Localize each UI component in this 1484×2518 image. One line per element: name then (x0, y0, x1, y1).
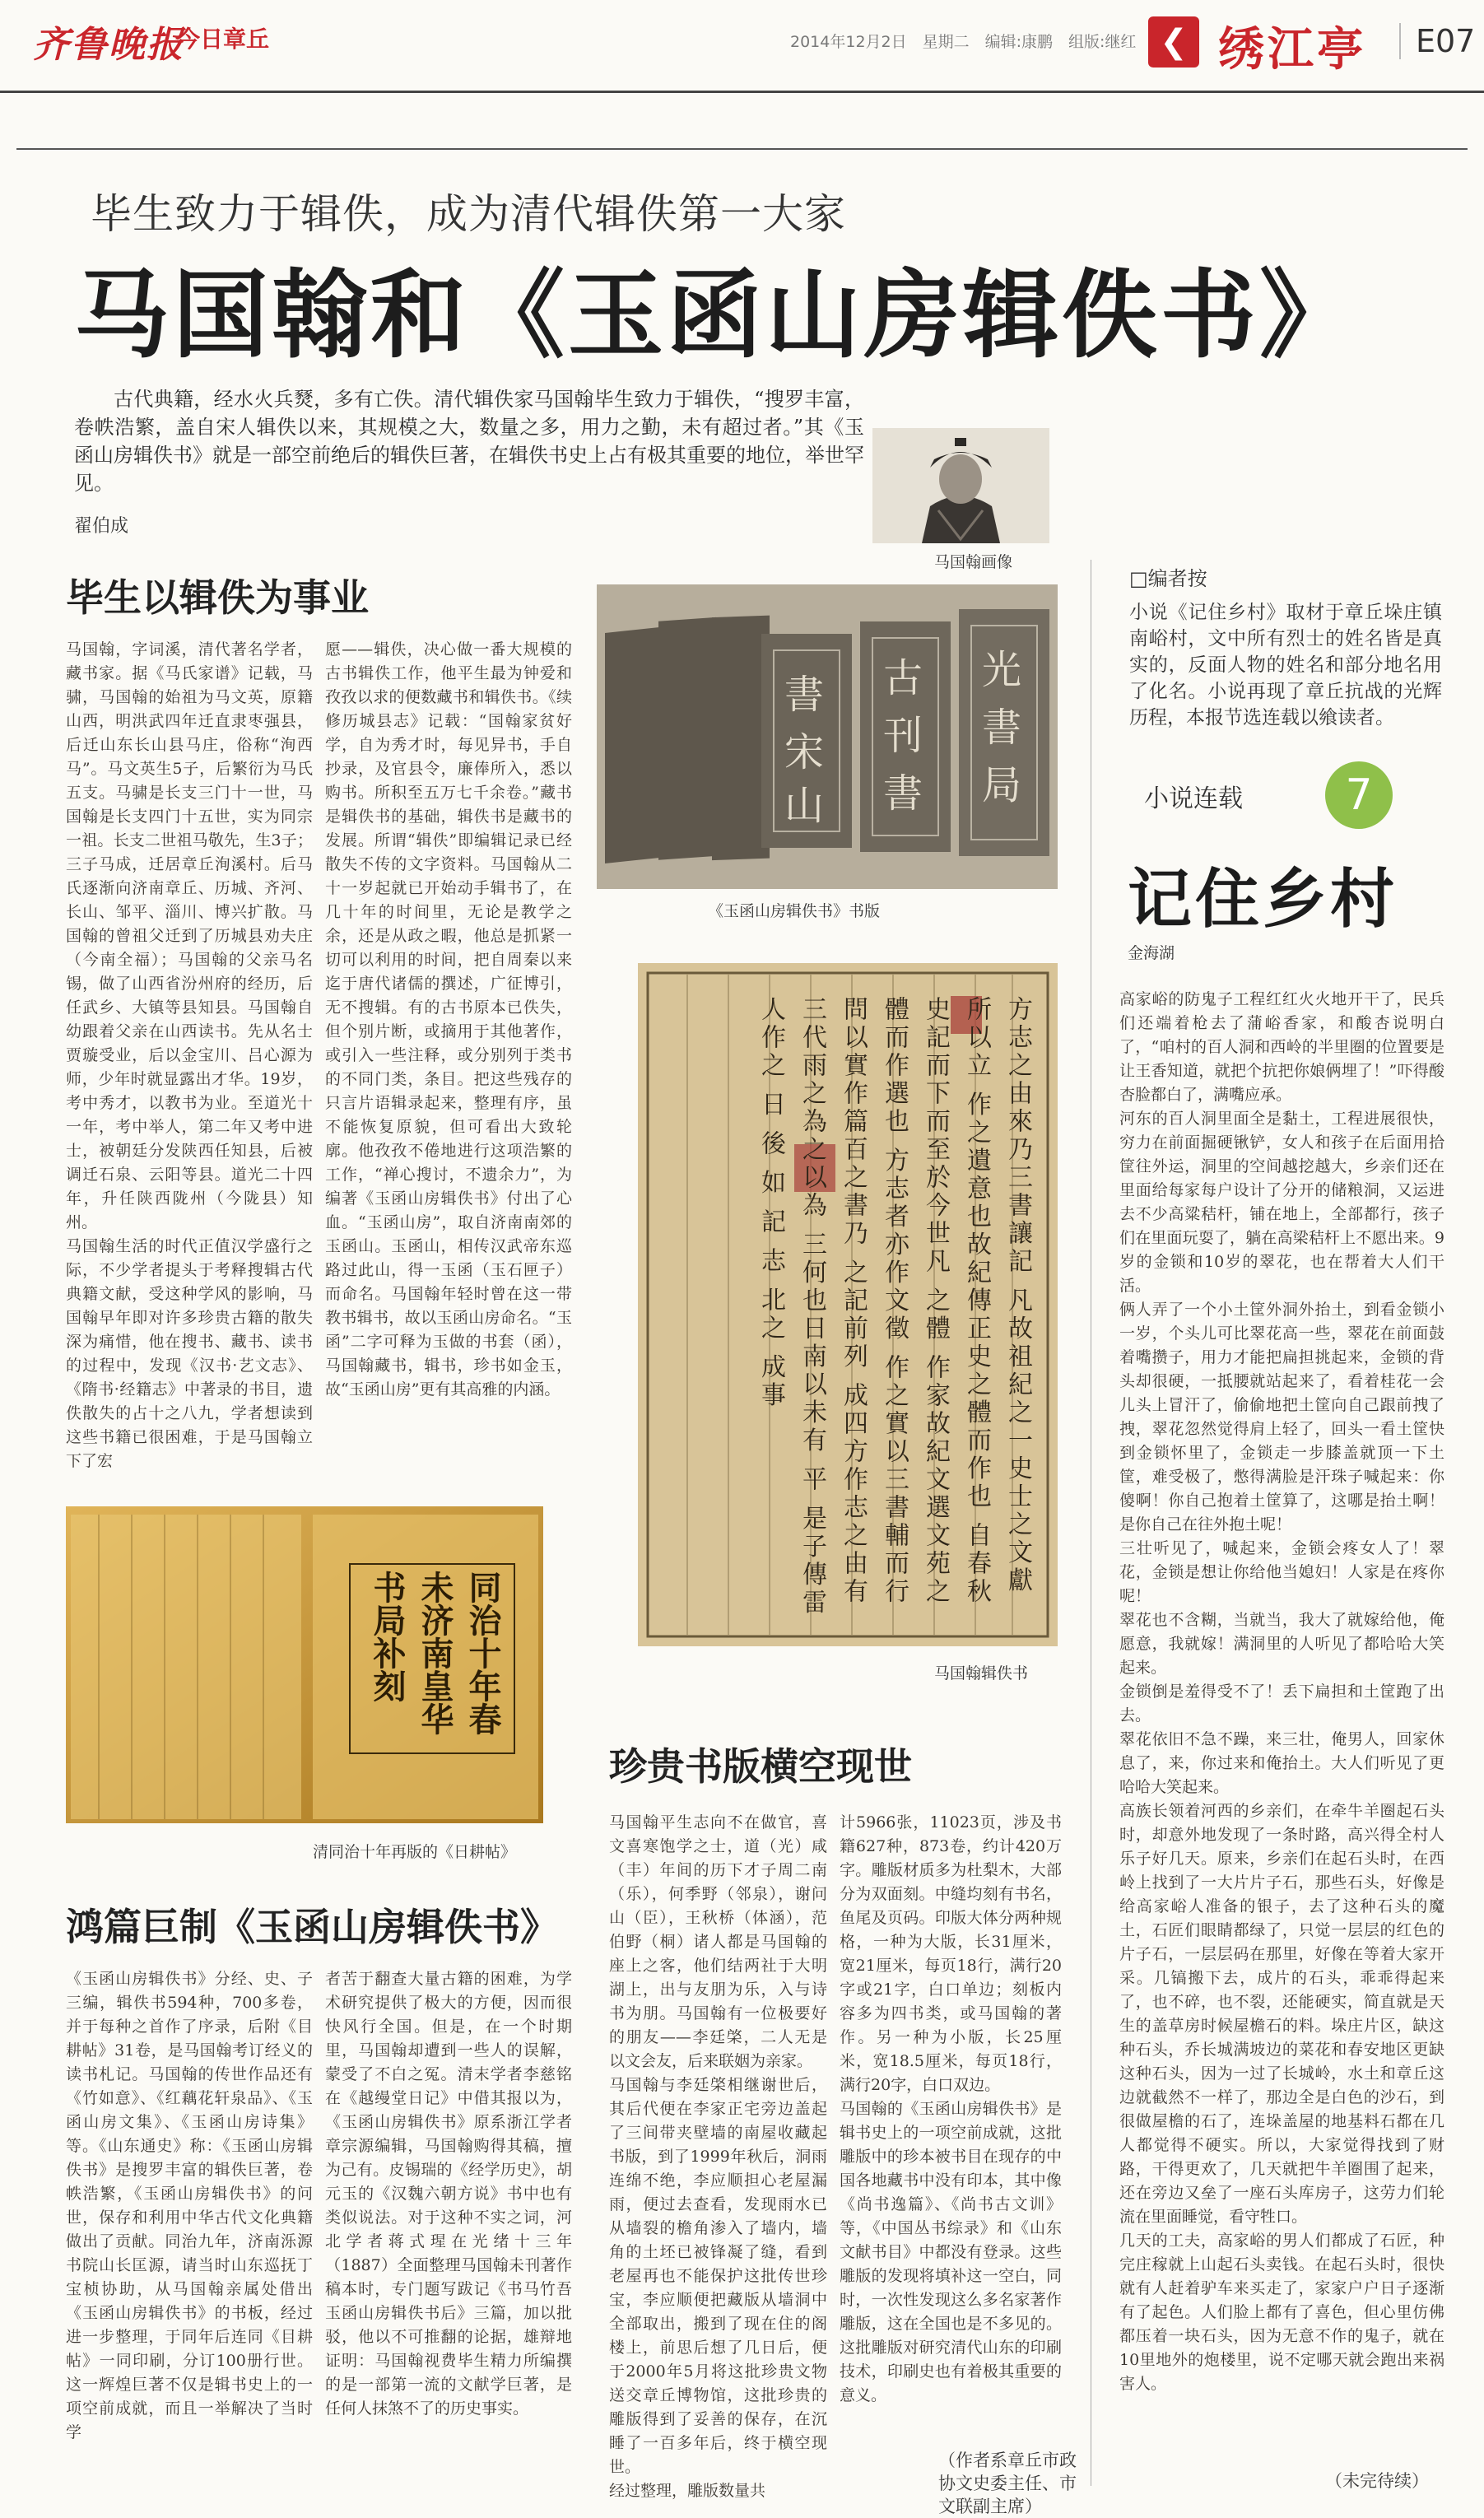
section-title: 绣江亭 (1218, 22, 1366, 77)
novel-title: 记住乡村 (1128, 862, 1398, 937)
portrait-image (872, 428, 1049, 543)
article-byline: 翟伯成 (74, 516, 129, 537)
section1-col2: 愿——辑佚，决心做一番大规模的古书辑佚工作，他平生最为钟爱和孜孜以求的便数藏书和辑佚书。《续修历城县志》记载：“国翰家贫好学，自为秀才时，每见异书，手自抄录，及官县令，廉俸所入，悉以购书。所积至五万七千余卷。”藏书是辑佚书的基础，辑佚书是藏书的发展。所谓“辑佚”即编辑记录已经散失不传的文字资料。马国翰从二十一岁起就已开始动手辑书了，在几十年的时间里，无论是教学之余，还是从政之暇，他总是抓紧一切可以利用的时间，把自周秦以来迄于唐代诸儒的撰述，广征博引，无不搜辑。有的古书原本已佚失，但个别片断，或摘用于其他著作，或引入一些注释，或分别列于类书的不同门类，条目。把这些残存的只言片语辑录起来，整理有序，虽不能恢复原貌，但可看出大致轮廓。他孜孜不倦地进行这项浩繁的工作，“禅心搜讨，不遗余力”，为编著《玉函山房辑佚书》付出了心血。“玉函山房”，取自济南南郊的玉函山。玉函山，相传汉武帝东巡路过此山，得一玉函（玉石匣子）而命名。马国翰年轻时曾在这一带教书辑书，故以玉函山房命名。“玉函”二字可释为玉做的书套（函），马国翰藏书，辑书，珍书如金玉，故“玉函山房”更有其高雅的内涵。 (325, 640, 572, 1399)
books-caption: 《玉函山房辑佚书》书版 (708, 902, 881, 920)
to-be-continued: （未完待续） (1325, 2471, 1429, 2491)
editor-note-title: □编者按 (1129, 567, 1207, 590)
article-lede: 古代典籍，经水火兵燹，多有亡佚。清代辑佚家马国翰毕生致力于辑佚，“搜罗丰富，卷帙浩繁，盖自宋人辑佚以来，其规模之大，数量之多，用力之勤，未有超过者。”其《玉函山房辑佚书》就是一部空前绝后的辑佚巨著，在辑佚书史上占有极其重要的地位，举世罕见。 (74, 388, 864, 495)
section3-col2: 计5966张，11023页，涉及书籍627种，873卷，约计420万字。雕版材质多为杜梨木，大部分为双面刻。中缝均刻有书名，鱼尾及页码。印版大体分两种规格，一种为大版，长31厘米，宽21厘米，每页18行，满行20字或21字，白口单边；刻板内容多为四书类，或马国翰的著作。另一种为小版，长25厘米，宽18.5厘米，每页18行，满行20字，白口双边。 马国翰的《玉函山房辑佚书》是辑书史上的一项空前成就，这批雕版中的珍本被书目在现存的中国各地藏书中没有印本，其中像《尚书逸篇》、《尚书古文训》等，《中国丛书综录》和《山东文献书目》中都没有登录。这些雕版的发现将填补这一空白，同时，一次性发现这么多名家著作雕版，这在全国也是不多见的。这批雕版对研究清代山东的印刷技术，印刷史也有着极其重要的意义。 (840, 1813, 1062, 2404)
section1-title: 毕生以辑佚为事业 (66, 575, 369, 620)
ancient-book-page-photo (638, 963, 1058, 1646)
section3-title: 珍贵书版横空现世 (609, 1744, 912, 1789)
svg-text:局: 局 (982, 762, 1022, 808)
page-number: E07 (1399, 23, 1475, 59)
svg-text:刊: 刊 (883, 713, 923, 759)
article-headline: 马国翰和《玉函山房辑佚书》 (74, 259, 1358, 371)
old-book-caption: 清同治十年再版的《日耕帖》 (313, 1843, 517, 1861)
serial-label: 小说连载 (1144, 784, 1243, 813)
section2-title: 鸿篇巨制《玉函山房辑佚书》 (66, 1905, 558, 1949)
svg-text:宋: 宋 (784, 729, 825, 775)
section2-col1: 《玉函山房辑佚书》分经、史、子三编，辑佚书594种，700多卷，并于每种之首作了序录，后附《目耕帖》31卷，是马国翰考订经义的读书札记。马国翰的传世作品还有《竹如意》、《红藕花轩泉品》、《玉函山房文集》、《玉函山房诗集》等。《山东通史》称：《玉函山房辑佚书》是搜罗丰富的辑佚巨著，卷帙浩繁，《玉函山房辑佚书》的问世，保存和利用中华古代文化典籍做出了贡献。同治九年，济南泺源书院山长匡源，请当时山东巡抚丁宝桢协助，从马国翰亲属处借出《玉函山房辑佚书》的书板，经过进一步整理，于同年后连同《目耕帖》一同印刷，分订100册行世。这一辉煌巨著不仅是辑书史上的一项空前成就，而且一举解决了当时学 (66, 1970, 313, 2441)
svg-text:書: 書 (883, 770, 923, 817)
svg-text:書: 書 (982, 705, 1022, 751)
header-rule (16, 148, 1468, 150)
dateline: 2014年12月2日 星期二 编辑:康鹏 组版:继红 (790, 33, 1137, 51)
svg-text:書: 書 (784, 672, 825, 718)
page-caption: 马国翰辑佚书 (934, 1664, 1029, 1683)
rigengtie-cover-text: 同治十年春 未济南皇华 书局补刻 (368, 1571, 502, 1735)
rigengtie-book-photo (66, 1506, 543, 1823)
section2-col2: 者苦于翻查大量古籍的困难，为学术研究提供了极大的方便，因而很快风行全国。但是，在一个时期里，马国翰却遭到一些人的误解，蒙受了不白之冤。清末学者李慈铭在《越缦堂日记》中借其报以为，《玉函山房辑佚书》原系浙江学者章宗源编辑，马国翰购得其稿，擅为己有。皮锡瑞的《经学历史》，胡元玉的《汉魏六朝方说》书中也有类似说法。对于这种不实之词，河北学者蒋式瑆在光绪十三年（1887）全面整理马国翰未刊著作稿本时，专门题写跋记《书马竹吾玉函山房辑佚书后》三篇，加以批驳，他以不可推翻的论据，雄辩地证明：马国翰视费毕生精力所编撰的是一部第一流的文献学巨著，是任何人抹煞不了的历史事实。 (325, 1970, 572, 2418)
newspaper-logo: 齐鲁晚报 (33, 24, 184, 66)
section3-col1: 马国翰平生志向不在做官，喜文喜寒饱学之士，道（光）咸（丰）年间的历下才子周二南（乐），何季野（邻泉），谢问山（臣），王秋桥（体涵），范伯野（桐）诸人都是马国翰的座上之客，他们结两社于大明湖上，出与友朋为乐，入与诗书为朋。马国翰有一位极要好的朋友——李廷棨，二人无是以文会友，后来联姻为亲家。 马国翰与李廷棨相继谢世后，其后代便在李家正宅旁边盖起了三间带夹壁墙的南屋收藏起书版，到了1999年秋后，洞雨连绵不绝，李应顺担心老屋漏雨，便过去查看，发现雨水已从墙裂的檐角渗入了墙内，墙角的土坯已被锋凝了缝，看到老屋再也不能保护这批传世珍宝，李应顺便把藏版从墙洞中全部取出，搬到了现在住的阁楼上，前思后想了几日后，便于2000年5月将这批珍贵文物送交章丘博物馆，这批珍贵的雕版得到了妥善的保存，在沉睡了一百多年后，终于横空现世。 经过整理，雕版数量共 (609, 1813, 827, 2500)
portrait-caption: 马国翰画像 (934, 553, 1013, 571)
section1-col1: 马国翰，字词溪，清代著名学者，藏书家。据《马氏家谱》记载，马骕，马国翰的始祖为马文英，原籍山西，明洪武四年迁直隶枣强县，后迁山东长山县马庄，俗称“洵西马”。马文英生5子，后繁衍为马氏五支。马骕是长支三门十一世，马国翰是长支四门十五世，实为同宗一祖。长支二世祖马敬先，生3子；三子马成，迁居章丘洵溪村。后马氏逐渐向济南章丘、历城、齐河、长山、邹平、淄川、博兴扩散。马国翰的曾祖父迁到了历城县劝夫庄（今南全福）；马国翰的父亲马名锡，做了山西省汾州府的经历，后任武乡、大镇等县知县。马国翰自幼跟着父亲在山西读书。先从名士贾璇受业，后以金宝川、吕心源为师，少年时就显露出才华。19岁，考中秀才，以教书为业。至道光十一年，考中举人，第二年又考中进士，被朝廷分发陕西任知县，后被调迁石泉、云阳等县。道光二十四年，升任陕西陇州（今陇县）知州。 马国翰生活的时代正值汉学盛行之际，不少学者提头于考释搜辑古代典籍文献，受这种学风的影响，马国翰早年即对许多珍贵古籍的散失深为痛惜，他在搜书、藏书、读书的过程中，发现《汉书·艺文志》、《隋书·经籍志》中著录的书目，遗佚散失的占十之八九，学者想读到这些书籍已很困难，于是马国翰立下了宏 (66, 640, 313, 1470)
novel-body: 高家峪的防鬼子工程红红火火地开干了，民兵们还端着枪去了蒲峪香家，和酸杏说明白了，“咱村的百人洞和西岭的半里圈的位置要是让王香知道，就把个抗把你娘俩埋了！”吓得酸杏脸都白了，满嘴应承。 河东的百人洞里面全是黏土，工程进展很快，穷力在前面掘硬锹铲，女人和孩子在后面用拾筐往外运，洞里的空间越挖越大，乡亲们还在里面给每家每户设计了分开的储粮洞，又运进去不少高粱秸杆，铺在地上，全部都行，孩子们在里面玩耍了，躺在高梁秸杆上不愿出来。9岁的金锁和10岁的翠花，也在帮着大人们干活。 俩人弄了一个小土筐外洞外抬土，到看金锁小一岁，个头儿可比翠花高一些，翠花在前面鼓着嘴攒子，用力才能把扁担挑起来，金锁的背头却很硬，一抵腰就站起来了，看着桂花一会儿头上冒汗了，偷偷地把土筐向自己跟前拽了拽，翠花忽然觉得肩上轻了，回头一看土筐快到金锁怀里了，金锁走一步膝盖就顶一下土筐，难受极了，憋得满脸是汗珠子喊起来：你傻啊！你自己抱着土筐算了，这哪是抬土啊！是你自己在往外抱土呢！ 三壮听见了，喊起来，金锁会疼女人了！翠花，金锁是想让你给他当媳妇！人家是在疼你呢！ 翠花也不含糊，当就当，我大了就嫁给他，俺愿意，我就嫁！满洞里的人听见了都哈哈大笑起来。 金锁倒是羞得受不了！丢下扁担和土筐跑了出去。 翠花依旧不急不躁，来三壮，俺男人，回家休息了，来，你过来和俺抬土。大人们听见了更哈哈大笑起来。 高族长领着河西的乡亲们，在牵牛羊圈起石头时，却意外地发现了一条时路，高兴得全村人乐子好几天。原来，乡亲们在起石头时，在西岭上找到了一大片片子石，那些石头，好像是给高家峪人准备的银子，去了这种石头的魔土，石匠们眼睛都绿了，只觉一层层的红色的片子石，一层层码在那里，好像在等着大家开采。几镐搬下去，成片的石头，乖乖得起来了，也不碎，也不裂，还能硬实，简直就是天生的盖草房时候屋檐石的料。垛庄片区，缺这种石头，乔长城满坡边的菜花和春安地区更缺这种石头，因为一过了长城岭，水土和章丘这边就截然不一样了，那边全是白色的沙石，到很做屋檐的石了，连垛盖屋的地基料石都在几人都觉得不硬实。所以，大家觉得找到了财路，干得更欢了，几天就把牛羊圈围了起来，还在旁边又垒了一座石头库房子，这劳力们轮流在里面睡觉，看守牲口。 几天的工夫，高家峪的男人们都成了石匠，种完庄稼就上山起石头卖钱。在起石头时，很快就有人赶着驴车来买走了，家家户户日子逐渐有了起色。人们脸上都有了喜色，但心里仿佛都压着一块石头，因为无意不作的鬼子，就在10里地外的炮楼里，说不定哪天就会跑出来祸害人。 (1119, 990, 1444, 2393)
edition-name: 今日章丘 (177, 26, 270, 53)
svg-text:光: 光 (982, 647, 1022, 693)
svg-text:古: 古 (883, 655, 923, 701)
editor-note: 小说《记住乡村》取材于章丘垛庄镇南峪村，文中所有烈士的姓名皆是真实的，反面人物的姓名和部分地名用了化名。小说再现了章丘抗战的光辉历程，本报节选连载以飨读者。 (1129, 602, 1442, 728)
svg-text:山: 山 (784, 783, 825, 829)
novel-author: 金海湖 (1128, 944, 1175, 962)
ancient-book-text: 方志之由來乃三書讓記 凡故祖紀之一史士之文獻所以立 作之遺意也故紀傳正史之體而作也 自春秋史記而下而至於今世凡 之體 作家故紀文選文苑之體而作選也 方志者亦作文徵 作之實以三書輔而行 問以實作篇百之書乃 之記前列 成四方作志之由有 三代雨之為之以為 三何也日南以未有 平 是子傳雷人作之 日 後 如 記 志 北之 成事 (756, 996, 1032, 1617)
author-note: （作者系章丘市政协文史委主任、市文联副主席） (938, 2451, 1077, 2516)
book-printing-blocks-photo (597, 584, 1058, 889)
section-arrow-icon: ❮ (1148, 16, 1199, 67)
serial-number: 7 (1325, 761, 1393, 829)
article-subhead: 毕生致力于辑佚，成为清代辑佚第一大家 (91, 190, 846, 238)
